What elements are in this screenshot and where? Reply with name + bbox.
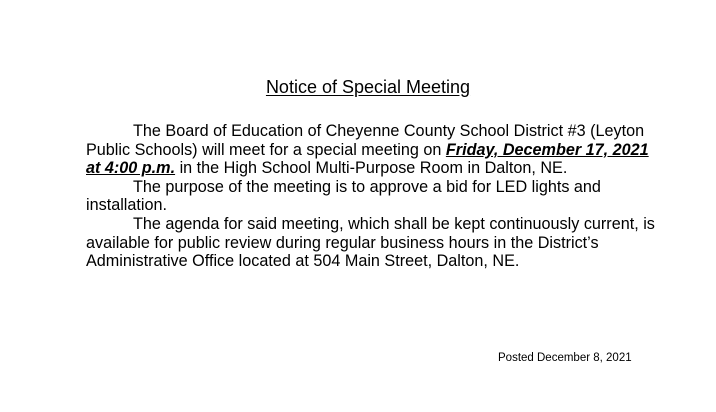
paragraph-purpose: The purpose of the meeting is to approve a bid for LED lights and installation.	[86, 177, 601, 215]
paragraph-agenda: The agenda for said meeting, which shall be kept continuously current, is available for public review during regular business hours in the District’s Administrative Office located at 504 Main Street, Dalton, NE.	[86, 214, 655, 271]
meeting-date-time: Friday, December 17, 2021 at 4:00 p.m.	[86, 140, 649, 178]
paragraph-1-text-before: The Board of Education of Cheyenne County School District #3 (Leyton Public Schools) will meet for a special meeting on	[86, 122, 645, 159]
notice-body	[86, 122, 666, 271]
notice-title: Notice of Special Meeting	[265, 77, 471, 97]
paragraph-meeting-details	[86, 122, 666, 178]
posted-date: Posted December 8, 2021	[498, 352, 632, 364]
paragraph-1-text-after: in the High School Multi-Purpose Room in Dalton, NE.	[175, 159, 568, 178]
